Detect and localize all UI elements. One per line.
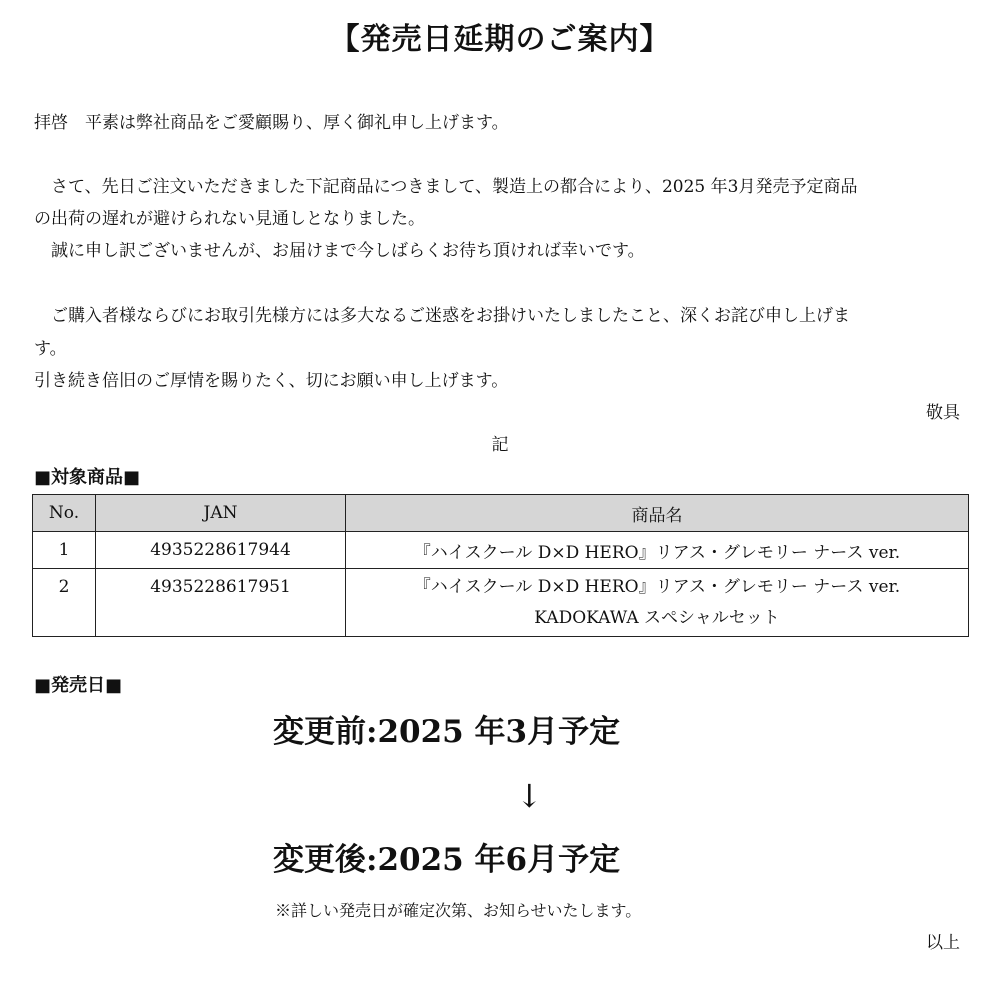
greeting-text: 拝啓 平素は弊社商品をご愛顧賜り、厚く御礼申し上げます。 — [34, 113, 509, 133]
header-no: No. — [33, 495, 96, 532]
row-jan: 4935228617951 — [96, 569, 346, 637]
down-arrow-icon: ↓ — [516, 777, 543, 815]
paragraph2-line1: ご購入者様ならびにお取引先様方には多大なるご迷惑をお掛けいたしましたこと、深くお詫び申し上げま — [34, 306, 850, 326]
closing-keigu: 敬具 — [926, 403, 960, 423]
row-name: 『ハイスクール D×D HERO』リアス・グレモリー ナース ver. — [346, 532, 969, 569]
page-title: 【発売日延期のご案内】 — [329, 22, 671, 57]
products-heading: ■対象商品■ — [34, 467, 141, 488]
paragraph1-line2: の出荷の遅れが避けられない見通しとなりました。 — [34, 209, 425, 229]
ki-marker: 記 — [491, 435, 509, 455]
table-header-row — [33, 495, 969, 532]
table-row — [33, 569, 969, 637]
row-jan: 4935228617944 — [96, 532, 346, 569]
end-ijou: 以上 — [926, 933, 960, 953]
paragraph2-line2: す。 — [34, 339, 67, 359]
row-name — [346, 569, 969, 637]
row-no: 1 — [33, 532, 96, 569]
release-heading: ■発売日■ — [34, 675, 123, 696]
header-name: 商品名 — [346, 495, 969, 532]
row-name-line2: KADOKAWA スペシャルセット — [534, 607, 780, 628]
release-note: ※詳しい発売日が確定次第、お知らせいたします。 — [275, 901, 642, 920]
release-after: 変更後:2025 年6月予定 — [273, 842, 621, 878]
paragraph2-line3: 引き続き倍旧のご厚情を賜りたく、切にお願い申し上げます。 — [34, 371, 509, 391]
paragraph1-line1: さて、先日ご注文いただきました下記商品につきまして、製造上の都合により、2025 年3月発売予定商品 — [34, 177, 858, 197]
table-row — [33, 532, 969, 569]
row-name-line1: 『ハイスクール D×D HERO』リアス・グレモリー ナース ver. — [413, 576, 901, 597]
products-table — [32, 494, 969, 637]
release-before: 変更前:2025 年3月予定 — [273, 714, 621, 750]
row-no: 2 — [33, 569, 96, 637]
header-jan: JAN — [96, 495, 346, 532]
paragraph1-line3: 誠に申し訳ございませんが、お届けまで今しばらくお待ち頂ければ幸いです。 — [34, 241, 645, 261]
